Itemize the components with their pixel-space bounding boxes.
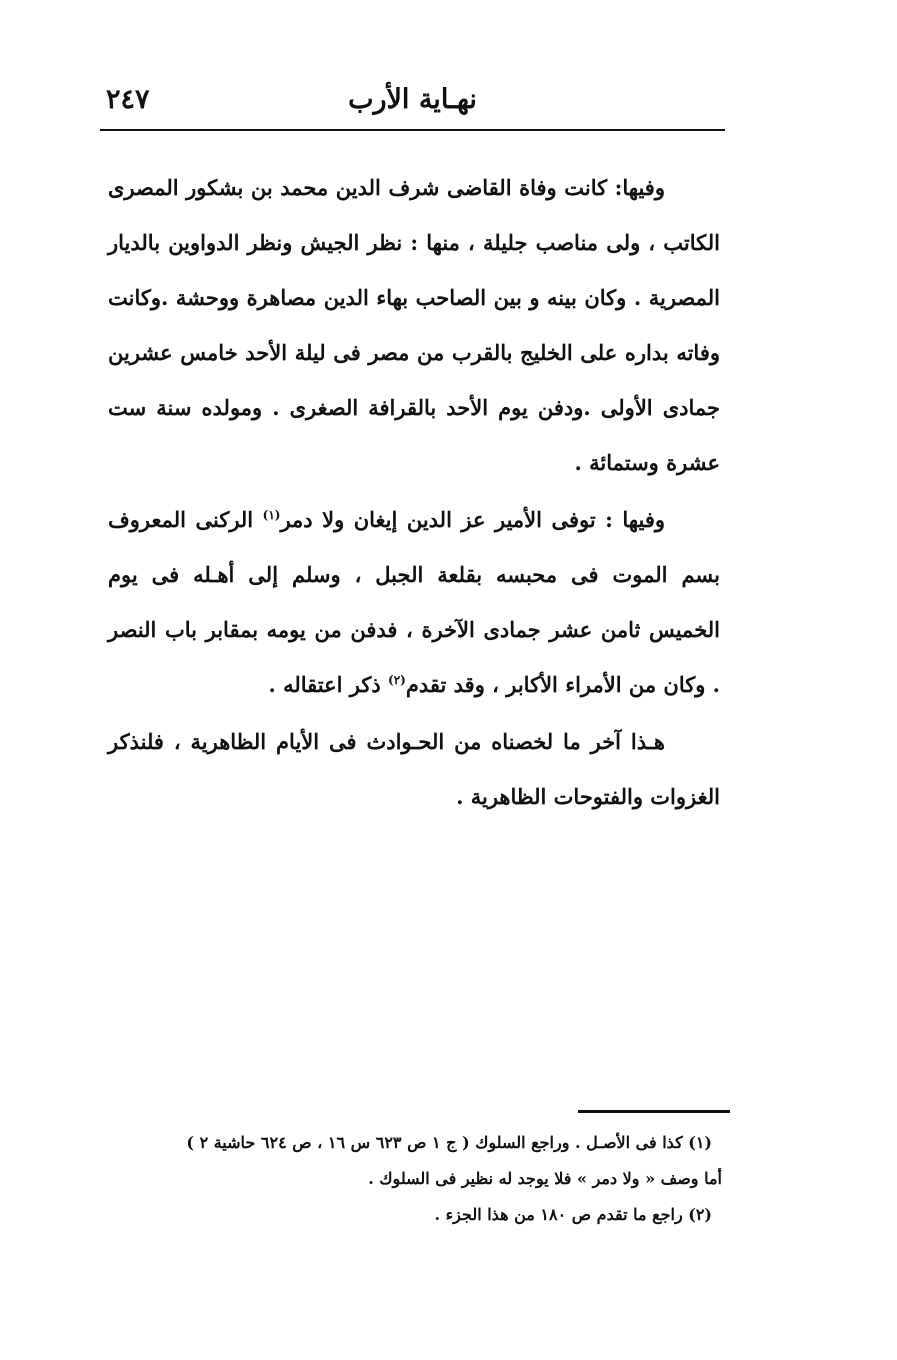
footnote-ref-2: (٢): [388, 673, 406, 687]
running-title: نهـاية الأرب: [348, 84, 477, 115]
paragraph-2-text-c: ذكر اعتقاله .: [268, 672, 389, 697]
footnotes: [110, 1125, 722, 1233]
footnote-rule: [578, 1110, 730, 1113]
footnote-1-continuation: أما وصف « ولا دمر » فلا يوجد له نظير فى السلوك .: [368, 1169, 722, 1188]
header-rule: [100, 129, 725, 131]
paragraph-1: وفيها: كانت وفاة القاضى شرف الدين محمد بن بشكور المصرى الكاتب ، ولى مناصب جليلة ، منها : نظر الجيش ونظر الدواوين بالديار المصرية . وكان بينه و بين الصاحب بهاء الدين مصاهرة ووحشة .وكانت وفاته بداره على الخليج بالقرب من مصر فى ليلة الأحد خامس عشرين جمادى الأولى .ودفن يوم الأحد بالقرافة الصغرى . ومولده سنة ست عشرة وستمائة .: [108, 175, 720, 475]
footnote-ref-1: (١): [262, 508, 281, 522]
body-text: [108, 160, 720, 826]
page-number: ٢٤٧: [106, 84, 150, 115]
paragraph-3: هـذا آخر ما لخصناه من الحـوادث فى الأيام الظاهرية ، فلنذكر الغزوات والفتوحات الظاهرية .: [108, 729, 720, 809]
paragraph-2: [108, 492, 720, 712]
footnote-1: (١) كذا فى الأصـل . وراجع السلوك ( ج ١ ص ٦٢٣ س ١٦ ، ص ٦٢٤ حاشية ٢ ): [186, 1133, 712, 1152]
paragraph-2-text-a: وفيها : توفى الأمير عز الدين إيغان ولا دمر: [280, 507, 665, 532]
footnote-2: (٢) راجع ما تقدم ص ١٨٠ من هذا الجزء .: [434, 1205, 712, 1224]
paragraph-2-text-b: الركنى المعروف بسم الموت فى محبسه بقلعة الجبل ، وسلم إلى أهـله فى يوم الخميس ثامن عشر جمادى الآخرة ، فدفن من يومه بمقابر باب النصر . وكان من الأمراء الأكابر ، وقد تقدم: [108, 507, 720, 697]
page-header: [100, 78, 725, 126]
